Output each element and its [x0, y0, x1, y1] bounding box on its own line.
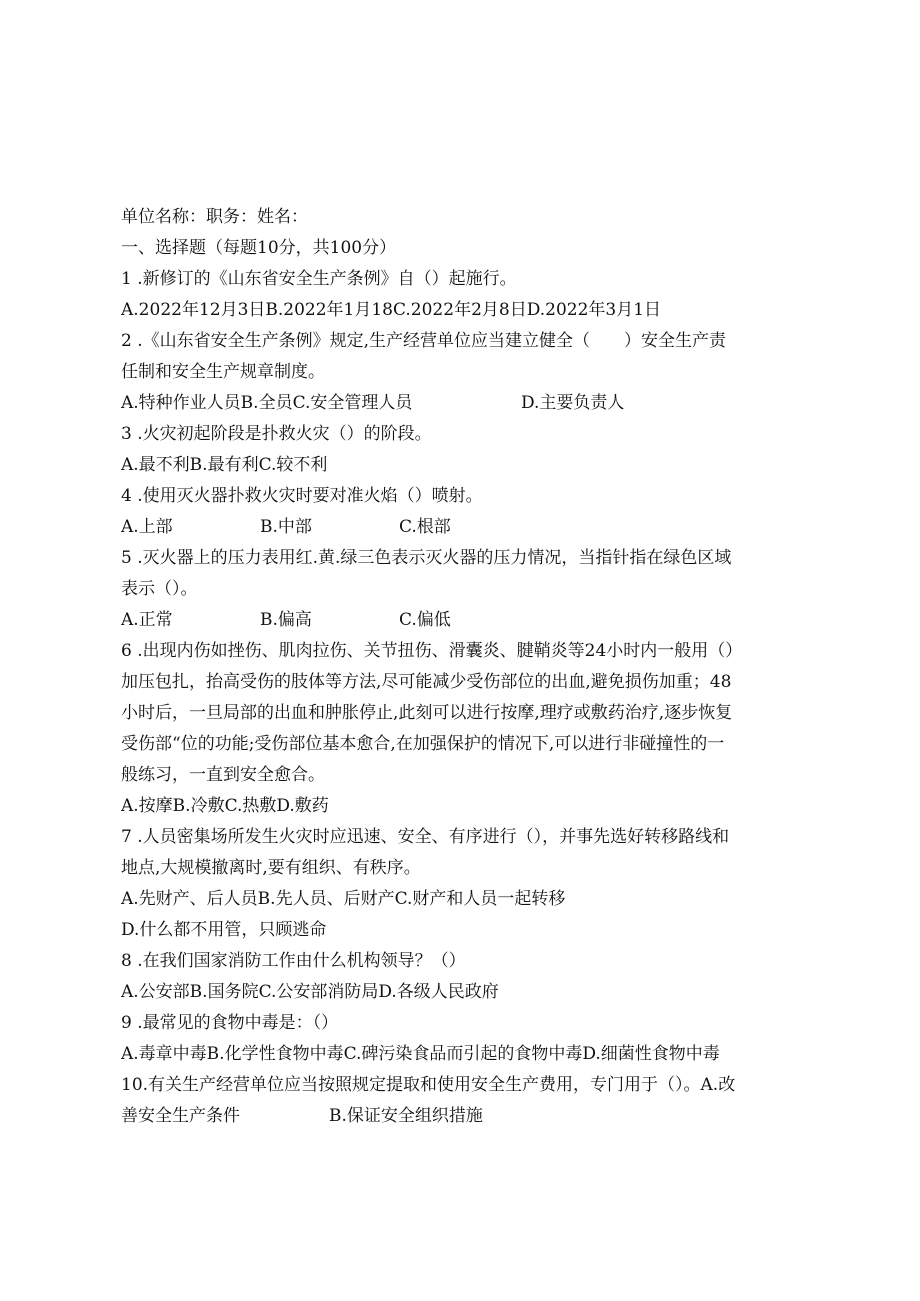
question-options: [121, 512, 811, 543]
question-text: 地点,大规模撤离时,要有组织、有秩序。: [121, 858, 421, 878]
question-text: 加压包扎，抬高受伤的肢体等方法,尽可能减少受伤部位的出血,避免损伤加重；48: [121, 672, 732, 692]
question-options: A.先财产、后人员B.先人员、后财产C.财产和人员一起转移: [121, 889, 566, 909]
question-5: [121, 543, 811, 636]
question-options: A.毒章中毒B.化学性食物中毒C.碑污染食品而引起的食物中毒D.细菌性食物中毒: [121, 1044, 720, 1064]
question-text: 表示（）。: [121, 579, 198, 599]
question-options: [121, 1101, 811, 1132]
option: A.正常: [121, 610, 173, 630]
question-text: 6 .出现内伤如挫伤、肌肉拉伤、关节扭伤、滑囊炎、腱鞘炎等24小时内一般用（）: [121, 641, 743, 661]
question-text: 10.有关生产经营单位应当按照规定提取和使用安全生产费用，专门用于（）。A.改: [121, 1075, 736, 1095]
question-text: 任制和安全生产规章制度。: [121, 362, 325, 382]
question-options: A.公安部B.国务院C.公安部消防局D.各级人民政府: [121, 982, 499, 1002]
option: A.上部: [121, 517, 173, 537]
info-line: 单位名称：职务：姓名：: [121, 207, 308, 227]
option: B.中部: [260, 517, 312, 537]
question-text: 般练习，一直到安全愈合。: [121, 765, 325, 785]
question-text: 8 .在我们国家消防工作由什么机构领导？（）: [121, 951, 466, 971]
option: A.特种作业人员B.全员C.安全管理人员: [121, 393, 413, 413]
question-8: [121, 946, 811, 1008]
question-text: 2 .《山东省安全生产条例》规定,生产经营单位应当建立健全（ ）安全生产责: [121, 331, 727, 351]
option: B.偏高: [260, 610, 312, 630]
question-options: D.什么都不用管，只顾逃命: [121, 920, 327, 940]
question-1: [121, 264, 811, 326]
option: 善安全生产条件: [121, 1106, 240, 1126]
question-text: 3 .火灾初起阶段是扑救火灾（）的阶段。: [121, 424, 432, 444]
exam-page: [121, 202, 811, 1132]
question-2: [121, 326, 811, 419]
question-text: 4 .使用灭火器扑救火灾时要对准火焰（）喷射。: [121, 486, 483, 506]
question-text: 1 .新修订的《山东省安全生产条例》自（）起施行。: [121, 269, 517, 289]
option: C.根部: [399, 517, 451, 537]
question-7: [121, 822, 811, 946]
question-text: 5 .灭火器上的压力表用红.黄.绿三色表示灭火器的压力情况，当指针指在绿色区域: [121, 548, 732, 568]
question-options: [121, 605, 811, 636]
question-options: [121, 388, 811, 419]
question-text: 小时后，一旦局部的出血和肿胀停止,此刻可以进行按摩,理疗或敷药治疗,逐步恢复: [121, 703, 733, 723]
question-4: [121, 481, 811, 543]
question-text: 受伤部“位的功能;受伤部位基本愈合,在加强保护的情况下,可以进行非碰撞性的一: [121, 734, 725, 754]
option: B.保证安全组织措施: [329, 1106, 483, 1126]
question-options: A.2022年12月3日B.2022年1月18C.2022年2月8日D.2022年3月1日: [121, 300, 662, 320]
question-6: [121, 636, 811, 822]
question-9: [121, 1008, 811, 1070]
question-10: [121, 1070, 811, 1132]
option: C.偏低: [399, 610, 451, 630]
question-text: 9 .最常见的食物中毒是：（）: [121, 1013, 339, 1033]
question-3: [121, 419, 811, 481]
question-text: 7 .人员密集场所发生火灾时应迅速、安全、有序进行（），并事先选好转移路线和: [121, 827, 730, 847]
question-options: A.按摩B.冷敷C.热敷D.敷药: [121, 796, 329, 816]
question-options: A.最不利B.最有利C.较不利: [121, 455, 328, 475]
section-title: 一、选择题（每题10分，共100分）: [121, 238, 397, 258]
option: D.主要负责人: [521, 393, 625, 413]
